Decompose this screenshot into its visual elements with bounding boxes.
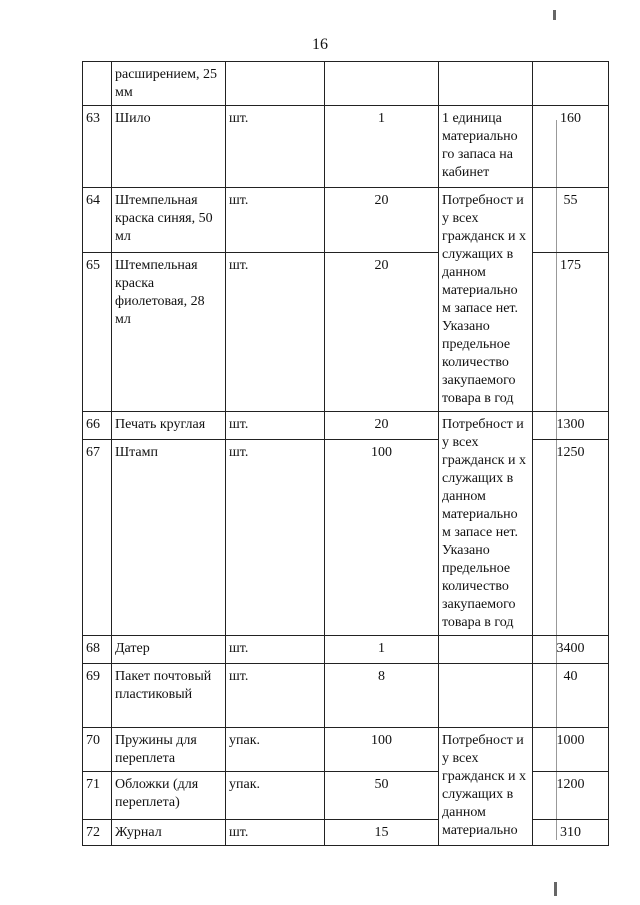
note-cell [439, 636, 533, 664]
table-row [83, 636, 609, 664]
unit-cell: упак. [226, 772, 325, 820]
quantity-cell: 8 [325, 664, 439, 728]
note-cell: 1 единица материально го запаса на кабинет [439, 106, 533, 188]
row-number-cell [83, 62, 112, 106]
row-number-cell: 64 [83, 188, 112, 253]
price-cell: 1000 [533, 728, 609, 772]
row-number-cell: 71 [83, 772, 112, 820]
table-row [83, 188, 609, 253]
row-number-cell: 70 [83, 728, 112, 772]
item-name-cell: Журнал [112, 820, 226, 846]
table-row [83, 106, 609, 188]
price-cell [533, 62, 609, 106]
price-cell: 1300 [533, 412, 609, 440]
item-name-cell: Печать круглая [112, 412, 226, 440]
goods-table [82, 61, 609, 846]
price-cell: 55 [533, 188, 609, 253]
unit-cell: шт. [226, 106, 325, 188]
unit-cell: шт. [226, 253, 325, 412]
item-name-cell: Обложки (для переплета) [112, 772, 226, 820]
quantity-cell: 1 [325, 106, 439, 188]
quantity-cell: 20 [325, 188, 439, 253]
unit-cell: шт. [226, 664, 325, 728]
row-number-cell: 67 [83, 440, 112, 636]
item-name-cell: Шило [112, 106, 226, 188]
item-name-cell: Штемпельная краска синяя, 50 мл [112, 188, 226, 253]
row-number-cell: 69 [83, 664, 112, 728]
unit-cell: шт. [226, 440, 325, 636]
scan-mark [554, 882, 557, 896]
table-row [83, 412, 609, 440]
quantity-cell [325, 62, 439, 106]
price-cell: 160 [533, 106, 609, 188]
note-cell [439, 62, 533, 106]
note-cell [439, 664, 533, 728]
table-row [83, 728, 609, 772]
price-cell: 40 [533, 664, 609, 728]
page-number: 16 [312, 36, 328, 53]
price-cell: 175 [533, 253, 609, 412]
unit-cell: шт. [226, 412, 325, 440]
unit-cell: упак. [226, 728, 325, 772]
unit-cell: шт. [226, 820, 325, 846]
unit-cell [226, 62, 325, 106]
price-cell: 310 [533, 820, 609, 846]
quantity-cell: 100 [325, 440, 439, 636]
quantity-cell: 20 [325, 253, 439, 412]
price-cell: 1250 [533, 440, 609, 636]
item-name-cell: Пакет почтовый пластиковый [112, 664, 226, 728]
note-cell: Потребност и у всех гражданск и х служащих в данном материально м запасе нет. Указано предельное количество закупаемого товара в год [439, 188, 533, 412]
item-name-cell: расширением, 25 мм [112, 62, 226, 106]
scan-mark [553, 10, 556, 20]
quantity-cell: 15 [325, 820, 439, 846]
item-name-cell: Пружины для переплета [112, 728, 226, 772]
price-cell: 3400 [533, 636, 609, 664]
table-row [83, 62, 609, 106]
table-row [83, 664, 609, 728]
item-name-cell: Штемпельная краска фиолетовая, 28 мл [112, 253, 226, 412]
row-number-cell: 72 [83, 820, 112, 846]
price-cell: 1200 [533, 772, 609, 820]
unit-cell: шт. [226, 636, 325, 664]
quantity-cell: 1 [325, 636, 439, 664]
row-number-cell: 63 [83, 106, 112, 188]
row-number-cell: 66 [83, 412, 112, 440]
note-cell: Потребност и у всех гражданск и х служащих в данном материально м запасе нет. Указано предельное количество закупаемого товара в год [439, 412, 533, 636]
row-number-cell: 65 [83, 253, 112, 412]
quantity-cell: 50 [325, 772, 439, 820]
quantity-cell: 100 [325, 728, 439, 772]
unit-cell: шт. [226, 188, 325, 253]
item-name-cell: Штамп [112, 440, 226, 636]
quantity-cell: 20 [325, 412, 439, 440]
row-number-cell: 68 [83, 636, 112, 664]
note-cell: Потребност и у всех гражданск и х служащих в данном материально [439, 728, 533, 846]
item-name-cell: Датер [112, 636, 226, 664]
